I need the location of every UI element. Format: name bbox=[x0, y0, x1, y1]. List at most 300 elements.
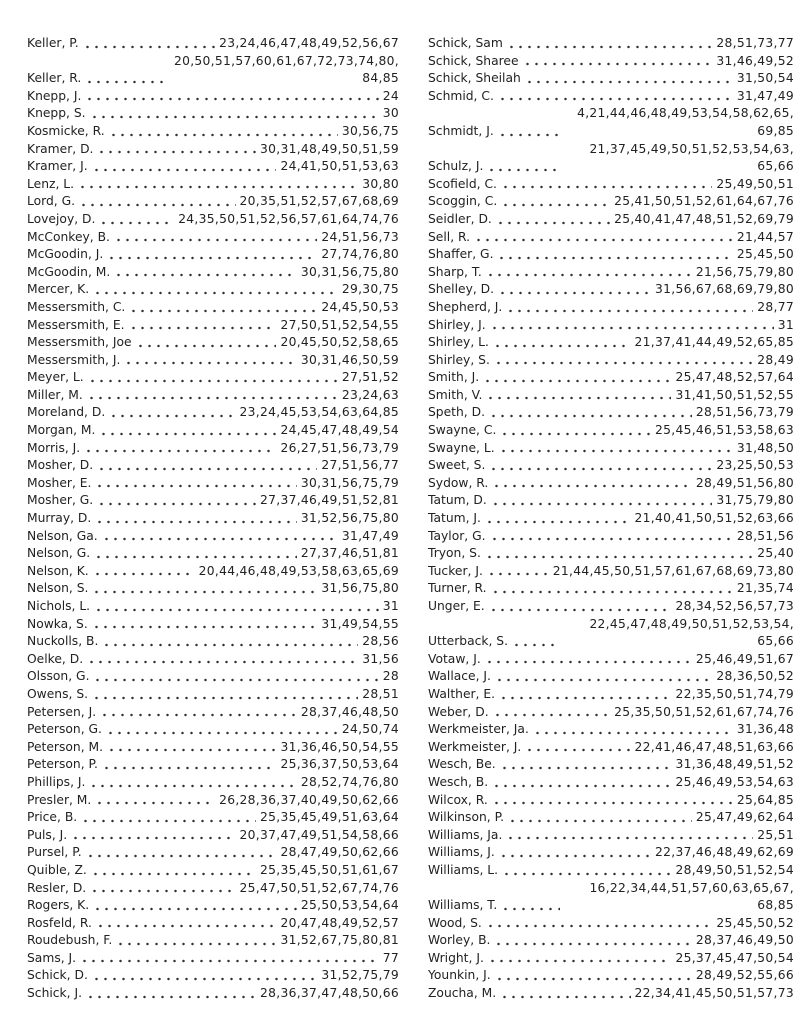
dot-leader bbox=[100, 708, 297, 718]
dot-leader bbox=[99, 216, 174, 226]
dot-leader bbox=[129, 321, 277, 331]
dot-leader bbox=[508, 814, 692, 824]
entry-name: Wilcox, R. bbox=[428, 792, 488, 807]
dot-leader bbox=[512, 638, 560, 648]
index-entry bbox=[428, 545, 794, 563]
index-entry bbox=[428, 827, 794, 845]
dot-leader bbox=[92, 620, 318, 630]
entry-pages: 23,24,46,47,48,49,52,56,67 bbox=[219, 36, 399, 50]
index-entry bbox=[27, 932, 399, 950]
dot-leader bbox=[90, 110, 379, 120]
entry-pages: 28,37,46,48,50 bbox=[300, 704, 399, 719]
entry-name: Messersmith, Joe bbox=[27, 335, 132, 350]
entry-pages: 28,49,50,51,52,54 bbox=[675, 862, 794, 877]
index-entry bbox=[428, 563, 794, 581]
index-entry bbox=[428, 862, 794, 880]
entry-pages: 21,40,41,50,51,52,63,66 bbox=[634, 511, 794, 526]
index-entry bbox=[27, 739, 399, 757]
dot-leader bbox=[97, 145, 256, 155]
index-entry bbox=[428, 352, 794, 370]
entry-name: Schick, Sam bbox=[428, 36, 503, 50]
entry-name: Wesch, B. bbox=[428, 774, 489, 789]
index-entry bbox=[428, 193, 794, 211]
dot-leader bbox=[523, 57, 713, 67]
entry-pages: 22,35,50,51,74,79 bbox=[675, 686, 794, 701]
dot-leader bbox=[79, 198, 235, 208]
entry-pages: 4,21,44,46,48,49,53,54,58,62,65, 69,85 bbox=[577, 106, 794, 138]
dot-leader bbox=[93, 902, 297, 912]
index-entry bbox=[27, 193, 399, 211]
entry-name: Quible, Z. bbox=[27, 862, 87, 877]
entry-pages: 25,40,41,47,48,51,52,69,79 bbox=[614, 211, 794, 226]
dot-leader bbox=[490, 532, 733, 542]
entry-name: Schmid, C. bbox=[428, 88, 494, 103]
dot-leader bbox=[474, 233, 733, 243]
entry-pages: 31,52,75,79 bbox=[321, 968, 399, 983]
entry-pages: 31,56,67,68,69,79,80 bbox=[655, 282, 794, 297]
entry-name: Scoggin, C. bbox=[428, 194, 498, 209]
dot-leader bbox=[485, 550, 753, 560]
index-entry bbox=[27, 123, 399, 141]
index-entry bbox=[428, 281, 794, 299]
entry-pages: 16,22,34,44,51,57,60,63,65,67, 68,85 bbox=[589, 880, 794, 913]
entry-pages: 20,37,47,49,51,54,58,66 bbox=[239, 827, 399, 842]
dot-leader bbox=[486, 391, 671, 401]
dot-leader bbox=[83, 40, 215, 50]
index-entry bbox=[27, 264, 399, 282]
index-entry bbox=[428, 264, 794, 282]
dot-leader bbox=[80, 954, 379, 964]
entry-name: Pursel, P. bbox=[27, 845, 82, 860]
index-entry bbox=[27, 387, 399, 405]
index-entry bbox=[27, 598, 399, 616]
entry-pages: 24,50,74 bbox=[341, 722, 399, 737]
entry-pages: 28,56 bbox=[362, 634, 399, 649]
entry-name: Schick, J. bbox=[27, 986, 83, 1001]
dot-leader bbox=[85, 92, 378, 102]
entry-pages: 28,36,37,47,48,50,66 bbox=[260, 986, 399, 1001]
entry-name: Worley, B. bbox=[428, 933, 491, 948]
entry-pages: 28,37,46,49,50 bbox=[695, 933, 794, 948]
entry-pages: 28,49,52,55,66 bbox=[695, 968, 794, 983]
entry-pages: 25,47,48,52,57,64 bbox=[675, 370, 794, 385]
entry-pages: 30 bbox=[382, 106, 399, 121]
entry-pages: 28,77 bbox=[757, 299, 794, 314]
dot-leader bbox=[78, 180, 358, 190]
entry-name: Taylor, G. bbox=[428, 528, 486, 543]
index-entry bbox=[428, 475, 794, 493]
entry-name: Lenz, L. bbox=[27, 176, 75, 191]
index-column-left bbox=[27, 35, 399, 1003]
index-entry bbox=[428, 739, 794, 757]
dot-leader bbox=[491, 585, 733, 595]
entry-pages: 22,34,41,45,50,51,57,73 bbox=[634, 986, 794, 1001]
dot-leader bbox=[487, 163, 560, 173]
entry-name: Mosher, D. bbox=[27, 458, 94, 473]
entry-name: Seidler, D. bbox=[428, 211, 492, 226]
entry-name: Votaw, J. bbox=[428, 651, 481, 666]
index-entry bbox=[27, 281, 399, 299]
index-entry bbox=[428, 105, 794, 140]
index-entry bbox=[428, 792, 794, 810]
entry-pages: 26,28,36,37,40,49,50,62,66 bbox=[219, 792, 399, 807]
entry-name: Sharp, T. bbox=[428, 264, 482, 279]
entry-name: Nowka, S. bbox=[27, 616, 88, 631]
entry-pages: 25,45,50,52 bbox=[716, 915, 794, 930]
entry-name: Shaffer, G. bbox=[428, 247, 494, 262]
entry-pages: 20,35,51,52,57,67,68,69 bbox=[239, 194, 399, 209]
entry-name: Williams, L. bbox=[428, 862, 499, 877]
dot-leader bbox=[492, 779, 671, 789]
entry-pages: 21,56,75,79,80 bbox=[695, 264, 794, 279]
dot-leader bbox=[501, 198, 610, 208]
dot-leader bbox=[525, 743, 630, 753]
entry-name: Peterson, P. bbox=[27, 757, 98, 772]
entry-pages: 31,36,46,50,54,55 bbox=[280, 739, 399, 754]
index-entry bbox=[27, 721, 399, 739]
index-entry bbox=[428, 53, 794, 71]
entry-name: Shirley, J. bbox=[428, 317, 486, 332]
entry-pages: 27,51,56,77 bbox=[321, 458, 399, 473]
entry-name: Tucker, J. bbox=[428, 563, 483, 578]
index-entry bbox=[27, 457, 399, 475]
entry-pages: 25,49,50,51 bbox=[716, 176, 794, 191]
entry-pages: 31 bbox=[382, 599, 399, 613]
index-entry bbox=[428, 668, 794, 686]
index-entry bbox=[428, 686, 794, 704]
dot-leader bbox=[493, 339, 631, 349]
entry-pages: 25,45,46,51,53,58,63 bbox=[655, 423, 794, 438]
index-entry bbox=[428, 387, 794, 405]
dot-leader bbox=[107, 743, 276, 753]
dot-leader bbox=[501, 180, 712, 190]
index-entry bbox=[27, 616, 399, 634]
dot-leader bbox=[94, 603, 379, 613]
index-entry bbox=[27, 404, 399, 422]
entry-name: Keller, R. bbox=[27, 71, 82, 86]
entry-name: Nelson, K. bbox=[27, 563, 89, 578]
dot-leader bbox=[107, 251, 317, 261]
entry-pages: 25,51 bbox=[757, 827, 794, 842]
index-entry bbox=[27, 158, 399, 176]
entry-pages: 28,34,52,56,57,73 bbox=[675, 599, 794, 613]
entry-name: Werkmeister, J. bbox=[428, 739, 522, 754]
entry-name: Mosher, E. bbox=[27, 475, 92, 490]
entry-pages: 23,25,50,53 bbox=[716, 458, 794, 473]
dot-leader bbox=[498, 92, 733, 102]
dot-leader bbox=[136, 339, 277, 349]
entry-pages: 24,35,50,51,52,56,57,61,64,74,76 bbox=[178, 211, 399, 226]
index-entry bbox=[428, 229, 794, 247]
dot-leader bbox=[496, 216, 610, 226]
entry-pages: 31,75,79,80 bbox=[716, 493, 794, 508]
entry-name: Shepherd, J. bbox=[428, 299, 503, 314]
entry-name: Owens, S. bbox=[27, 686, 89, 701]
dot-leader bbox=[86, 849, 277, 859]
entry-name: Smith, V. bbox=[428, 387, 483, 402]
dot-leader bbox=[483, 374, 671, 384]
index-entry bbox=[428, 492, 794, 510]
entry-pages: 22,41,46,47,48,51,63,66 bbox=[634, 739, 794, 754]
entry-name: Williams, Ja. bbox=[428, 827, 503, 842]
entry-name: Peterson, M. bbox=[27, 739, 104, 754]
entry-pages: 28,51 bbox=[362, 686, 399, 701]
entry-name: McGoodin, J. bbox=[27, 247, 104, 262]
dot-leader bbox=[489, 603, 672, 613]
entry-name: Sweet, S. bbox=[428, 458, 486, 473]
dot-leader bbox=[497, 251, 732, 261]
entry-name: Morris, J. bbox=[27, 440, 81, 455]
index-entry bbox=[27, 668, 399, 686]
entry-pages: 20,47,48,49,52,57 bbox=[280, 915, 399, 930]
entry-pages: 27,37,46,51,81 bbox=[300, 546, 399, 561]
dot-leader bbox=[91, 867, 256, 877]
dot-leader bbox=[500, 427, 651, 437]
entry-pages: 28 bbox=[382, 669, 399, 684]
entry-pages: 21,44,45,50,51,57,61,67,68,69,73,80 bbox=[552, 563, 794, 578]
dot-leader bbox=[500, 761, 672, 771]
dot-leader bbox=[495, 972, 692, 982]
index-entry bbox=[27, 492, 399, 510]
entry-name: Mercer, K. bbox=[27, 282, 90, 297]
index-entry bbox=[27, 299, 399, 317]
entry-name: Smith, J. bbox=[428, 370, 480, 385]
entry-name: Nelson, Ga. bbox=[27, 528, 98, 543]
index-entry bbox=[428, 404, 794, 422]
entry-pages: 20,50,51,57,60,61,67,72,73,74,80, 84,85 bbox=[173, 53, 399, 86]
entry-pages: 29,30,75 bbox=[341, 282, 399, 297]
dot-leader bbox=[99, 427, 276, 437]
dot-leader bbox=[533, 726, 733, 736]
dot-leader bbox=[492, 796, 733, 806]
index-entry bbox=[27, 510, 399, 528]
entry-name: Schick, D. bbox=[27, 968, 88, 983]
index-entry bbox=[27, 580, 399, 598]
entry-name: Younkin, J. bbox=[428, 968, 491, 983]
entry-pages: 25,35,50,51,52,61,67,74,76 bbox=[614, 704, 794, 719]
index-entry bbox=[27, 827, 399, 845]
index-entry bbox=[27, 809, 399, 827]
entry-pages: 31,41,50,51,52,55 bbox=[675, 387, 794, 402]
index-entry bbox=[27, 950, 399, 968]
entry-pages: 31,47,49 bbox=[736, 88, 794, 103]
dot-leader bbox=[494, 356, 753, 366]
dot-leader bbox=[498, 128, 560, 138]
dot-leader bbox=[93, 567, 195, 577]
dot-leader bbox=[87, 655, 358, 665]
entry-pages: 31,49,54,55 bbox=[321, 616, 399, 631]
entry-name: Werkmeister, Ja. bbox=[428, 722, 529, 737]
entry-name: Miller, M. bbox=[27, 387, 83, 402]
entry-pages: 27,74,76,80 bbox=[321, 247, 399, 262]
entry-name: Walther, E. bbox=[428, 686, 496, 701]
index-entry bbox=[428, 422, 794, 440]
dot-leader bbox=[488, 954, 672, 964]
entry-pages: 25,41,50,51,52,61,64,67,76 bbox=[614, 194, 794, 209]
dot-leader bbox=[506, 304, 753, 314]
dot-leader bbox=[485, 655, 692, 665]
entry-name: Messersmith, E. bbox=[27, 317, 125, 332]
entry-pages: 24,45,50,53 bbox=[321, 299, 399, 314]
entry-name: Rogers, K. bbox=[27, 898, 90, 913]
entry-name: Zoucha, M. bbox=[428, 986, 497, 1001]
dot-leader bbox=[491, 497, 713, 507]
entry-pages: 30,31,48,49,50,51,59 bbox=[260, 141, 399, 156]
entry-pages: 28,51,56 bbox=[736, 528, 794, 543]
entry-name: Wilkinson, P. bbox=[428, 810, 505, 825]
entry-pages: 30,31,56,75,80 bbox=[300, 264, 399, 279]
index-entry bbox=[27, 967, 399, 985]
dot-leader bbox=[102, 532, 338, 542]
dot-leader bbox=[92, 691, 358, 701]
entry-pages: 28,47,49,50,62,66 bbox=[280, 845, 399, 860]
entry-pages: 23,24,45,53,54,63,64,85 bbox=[239, 405, 399, 420]
entry-name: Petersen, J. bbox=[27, 704, 97, 719]
entry-pages: 25,45,50 bbox=[736, 247, 794, 262]
index-entry bbox=[27, 528, 399, 546]
index-entry bbox=[27, 369, 399, 387]
entry-pages: 28,36,50,52 bbox=[716, 669, 794, 684]
entry-name: Rosfeld, R. bbox=[27, 915, 92, 930]
entry-pages: 31,36,48,49,51,52 bbox=[675, 757, 794, 772]
entry-name: Schick, Sharee bbox=[428, 53, 519, 68]
entry-name: Williams, T. bbox=[428, 898, 498, 913]
dot-leader bbox=[95, 796, 215, 806]
dot-leader bbox=[94, 550, 297, 560]
entry-name: Knepp, J. bbox=[27, 88, 82, 103]
entry-name: Unger, E. bbox=[428, 599, 485, 613]
entry-pages: 20,44,46,48,49,53,58,63,65,69 bbox=[198, 563, 399, 578]
index-entry bbox=[428, 70, 794, 88]
entry-name: Swayne, C. bbox=[428, 423, 497, 438]
index-entry bbox=[428, 528, 794, 546]
dot-leader bbox=[489, 409, 692, 419]
index-entry bbox=[27, 53, 399, 88]
dot-leader bbox=[498, 286, 651, 296]
entry-pages: 25,35,45,49,51,63,64 bbox=[260, 810, 399, 825]
dot-leader bbox=[102, 638, 358, 648]
dot-leader bbox=[502, 867, 671, 877]
index-entry bbox=[27, 105, 399, 123]
index-column-right bbox=[428, 35, 794, 1003]
entry-name: Sams, J. bbox=[27, 950, 77, 965]
dot-leader bbox=[116, 937, 276, 947]
entry-name: Turner, R. bbox=[428, 581, 487, 596]
entry-name: Oelke, D. bbox=[27, 651, 84, 666]
dot-leader bbox=[84, 444, 276, 454]
entry-pages: 25,46,49,53,54,63 bbox=[675, 774, 794, 789]
entry-pages: 30,31,46,50,59 bbox=[300, 352, 399, 367]
index-entry bbox=[27, 545, 399, 563]
entry-name: Wesch, Be. bbox=[428, 757, 496, 772]
index-entry bbox=[27, 862, 399, 880]
entry-name: Wright, J. bbox=[428, 950, 484, 965]
index-entry bbox=[428, 211, 794, 229]
entry-name: Roudebush, F. bbox=[27, 933, 113, 948]
entry-name: Messersmith, J. bbox=[27, 352, 121, 367]
entry-pages: 27,37,46,49,51,52,81 bbox=[260, 493, 399, 508]
entry-name: Speth, D. bbox=[428, 405, 485, 420]
entry-name: Schulz, J. bbox=[428, 159, 484, 174]
entry-pages: 31,50,54 bbox=[736, 71, 794, 86]
dot-leader bbox=[97, 462, 317, 472]
dot-leader bbox=[102, 761, 277, 771]
entry-name: Peterson, G. bbox=[27, 722, 102, 737]
dot-leader bbox=[88, 374, 338, 384]
entry-name: Presler, M. bbox=[27, 792, 92, 807]
index-entry bbox=[27, 915, 399, 933]
entry-pages: 25,37,45,47,50,54 bbox=[675, 950, 794, 965]
index-entry bbox=[428, 616, 794, 651]
entry-name: Utterback, S. bbox=[428, 634, 509, 649]
entry-name: Lord, G. bbox=[27, 194, 76, 209]
entry-pages: 24,45,47,48,49,54 bbox=[280, 423, 399, 438]
entry-pages: 27,50,51,52,54,55 bbox=[280, 317, 399, 332]
entry-pages: 25,64,85 bbox=[736, 792, 794, 807]
entry-pages: 77 bbox=[382, 950, 399, 965]
index-entry bbox=[27, 35, 399, 53]
entry-name: Tatum, J. bbox=[428, 511, 481, 526]
index-entry bbox=[27, 774, 399, 792]
index-entry bbox=[428, 774, 794, 792]
entry-pages: 25,50,53,54,64 bbox=[300, 898, 399, 913]
index-entry bbox=[27, 756, 399, 774]
entry-name: Nichols, L. bbox=[27, 599, 91, 613]
entry-pages: 25,40 bbox=[757, 546, 794, 561]
index-entry bbox=[27, 352, 399, 370]
entry-name: Shirley, S. bbox=[428, 352, 490, 367]
entry-name: Puls, J. bbox=[27, 827, 68, 842]
index-entry bbox=[27, 651, 399, 669]
index-entry bbox=[428, 809, 794, 827]
dot-leader bbox=[494, 937, 691, 947]
dot-leader bbox=[500, 990, 630, 1000]
index-entry bbox=[428, 176, 794, 194]
entry-name: Schmidt, J. bbox=[428, 123, 494, 138]
index-entry bbox=[428, 967, 794, 985]
entry-pages: 23,24,63 bbox=[341, 387, 399, 402]
dot-leader bbox=[90, 884, 235, 894]
entry-pages: 30,80 bbox=[362, 176, 399, 191]
dot-leader bbox=[87, 391, 338, 401]
dot-leader bbox=[93, 673, 378, 683]
dot-leader bbox=[492, 479, 692, 489]
index-entry bbox=[27, 844, 399, 862]
dot-leader bbox=[506, 831, 753, 841]
index-entry bbox=[27, 229, 399, 247]
entry-name: Keller, P. bbox=[27, 36, 79, 50]
entry-pages: 31,46,49,52 bbox=[716, 53, 794, 68]
index-entry bbox=[27, 686, 399, 704]
index-entry bbox=[428, 598, 794, 616]
dot-leader bbox=[486, 919, 713, 929]
entry-name: Tatum, D. bbox=[428, 493, 487, 508]
entry-name: Kosmicke, R. bbox=[27, 123, 105, 138]
dot-leader bbox=[95, 515, 297, 525]
entry-pages: 28,49,51,56,80 bbox=[695, 475, 794, 490]
entry-name: Sell, R. bbox=[428, 229, 471, 244]
index-entry bbox=[27, 704, 399, 722]
index-entry bbox=[428, 369, 794, 387]
entry-pages: 24,51,56,73 bbox=[321, 229, 399, 244]
entry-name: Sydow, R. bbox=[428, 475, 489, 490]
entry-name: Swayne, L. bbox=[428, 440, 495, 455]
entry-pages: 31 bbox=[777, 317, 794, 332]
index-entry bbox=[428, 457, 794, 475]
entry-pages: 31,52,67,75,80,81 bbox=[280, 933, 399, 948]
entry-name: Phillips, J. bbox=[27, 774, 86, 789]
index-entry bbox=[428, 317, 794, 335]
